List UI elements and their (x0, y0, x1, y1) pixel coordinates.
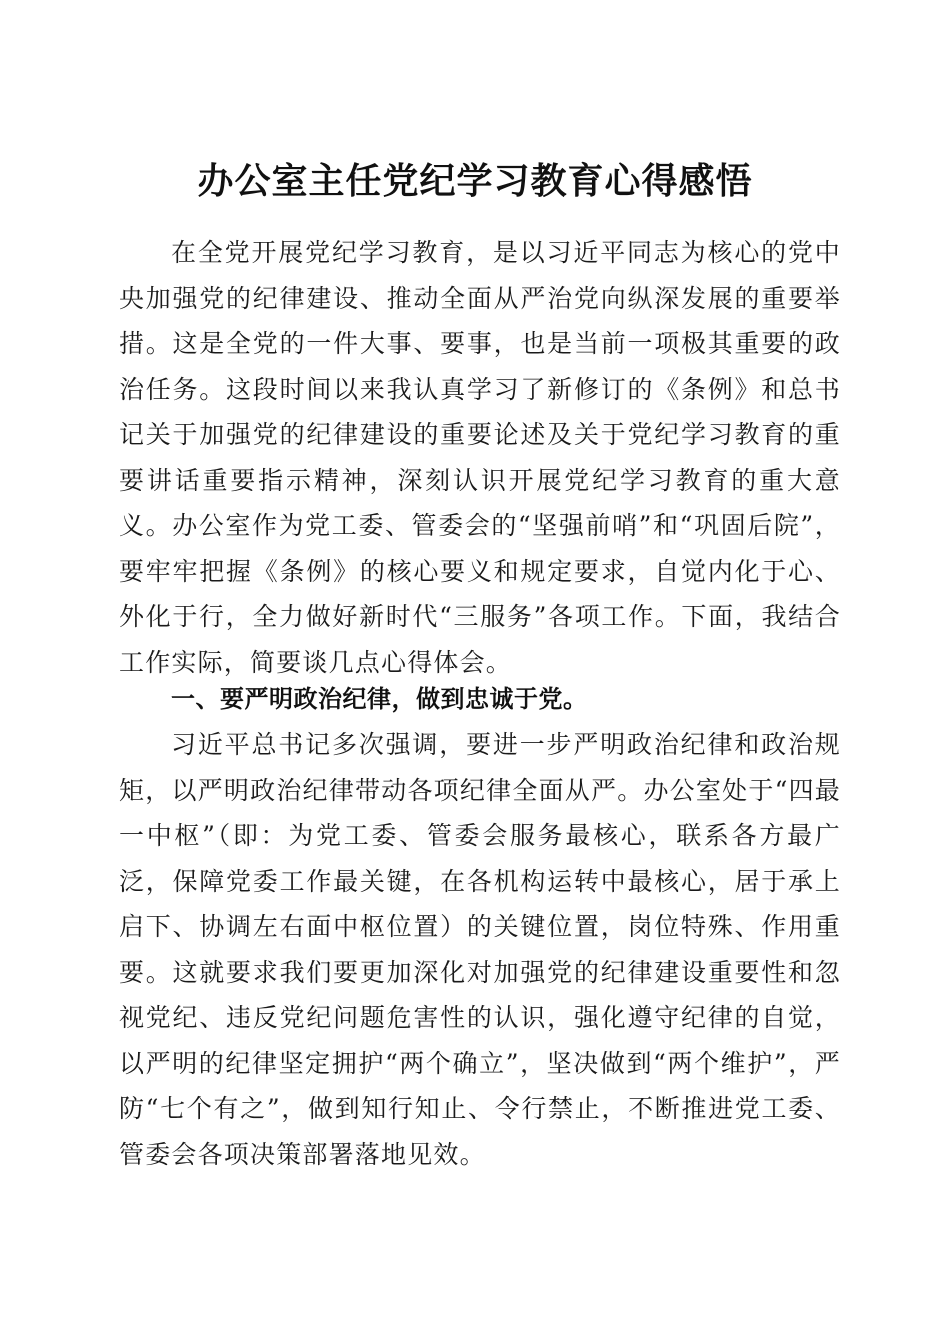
section-paragraph: 习近平总书记多次强调，要进一步严明政治纪律和政治规矩，以严明政治纪律带动各项纪律全面从严。办公室处于“四最一中枢”（即：为党工委、管委会服务最核心，联系各方最广泛，保障党委工作最关键，在各机构运转中最核心，居于承上启下、协调左右面中枢位置）的关键位置，岗位特殊、作用重要。这就要求我们要更加深化对加强党的纪律建设重要性和忽视党纪、违反党纪问题危害性的认识，强化遵守纪律的自觉，以严明的纪律坚定拥护“两个确立”，坚决做到“两个维护”，严防“七个有之”，做到知行知止、令行禁止，不断推进党工委、管委会各项决策部署落地见效。 (119, 730, 841, 1169)
intro-paragraph: 在全党开展党纪学习教育，是以习近平同志为核心的党中央加强党的纪律建设、推动全面从严治党向纵深发展的重要举措。这是全党的一件大事、要事，也是当前一项极其重要的政治任务。这段时间以来我认真学习了新修订的《条例》和总书记关于加强党的纪律建设的重要论述及关于党纪学习教育的重要讲话重要指示精神，深刻认识开展党纪学习教育的重大意义。办公室作为党工委、管委会的“坚强前哨”和“巩固后院”，要牢牢把握《条例》的核心要义和规定要求，自觉内化于心、外化于行，全力做好新时代“三服务”各项工作。下面，我结合工作实际，简要谈几点心得体会。 (119, 238, 841, 677)
section-heading: 一、要严明政治纪律，做到忠诚于党。 (171, 685, 588, 713)
document-title: 办公室主任党纪学习教育心得感悟 (197, 160, 753, 203)
